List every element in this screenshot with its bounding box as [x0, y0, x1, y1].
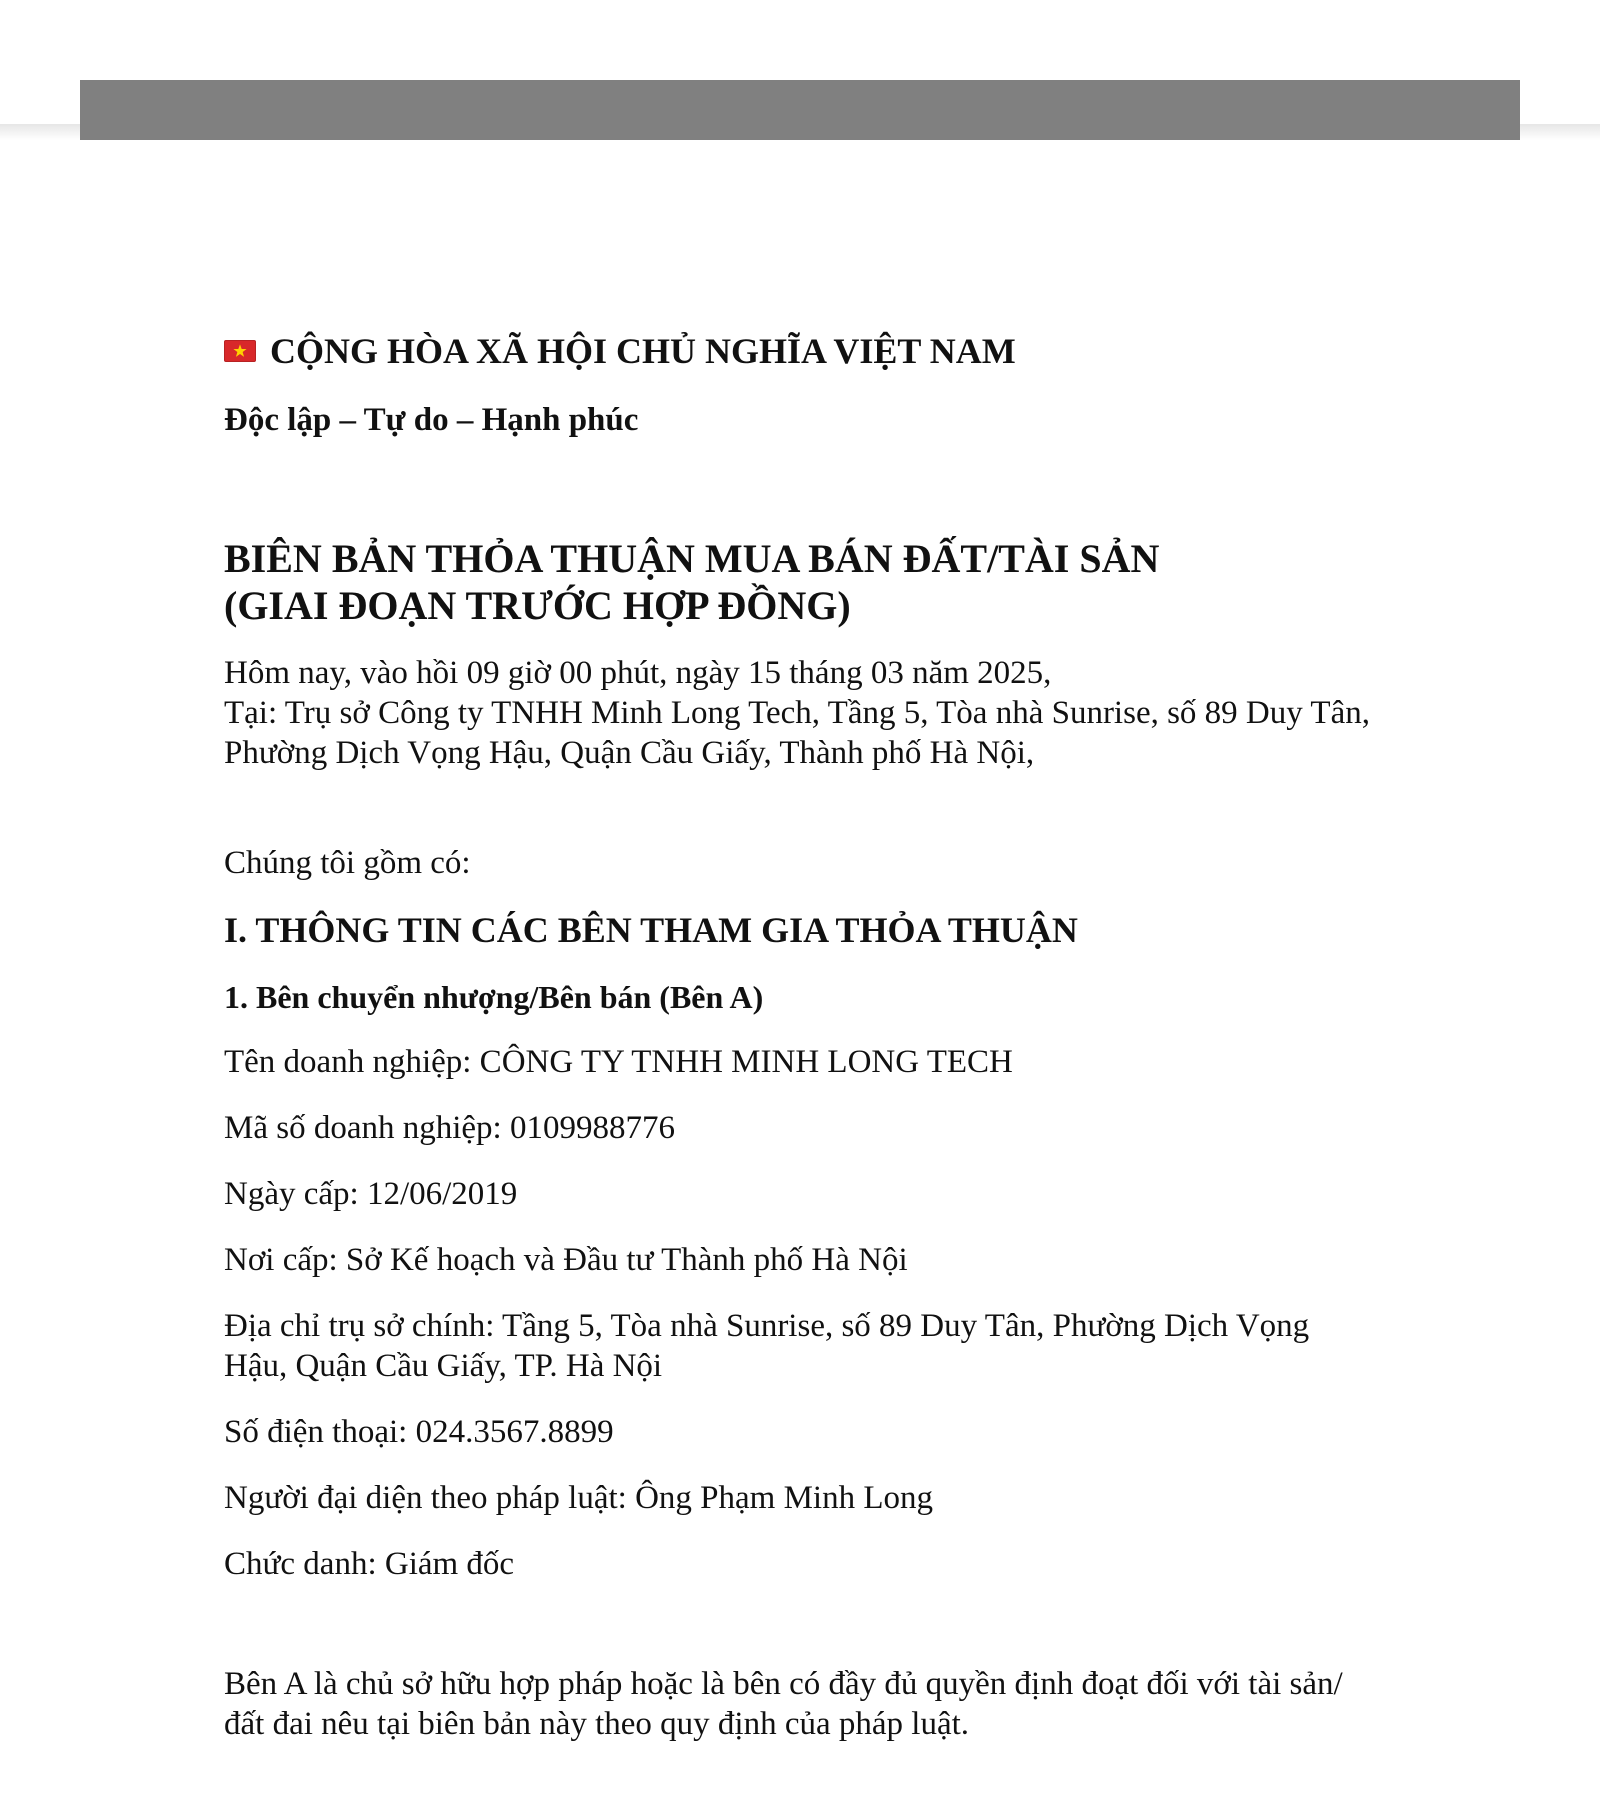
parties-intro: Chúng tôi gồm có: [224, 845, 471, 881]
intro-place: Tại: Trụ sở Công ty TNHH Minh Long Tech, Tầng 5, Tòa nhà Sunrise, số 89 Duy Tân, Phường Dịch Vọng Hậu, Quận Cầu Giấy, Thành phố Hà Nội, [224, 695, 1370, 771]
party-a-business-code: Mã số doanh nghiệp: 0109988776 [224, 1110, 675, 1146]
nation-title: CỘNG HÒA XÃ HỘI CHỦ NGHĨA VIỆT NAM [270, 331, 1016, 371]
vietnam-flag-icon [224, 340, 256, 362]
intro-time: Hôm nay, vào hồi 09 giờ 00 phút, ngày 15 tháng 03 năm 2025, [224, 655, 1052, 691]
section-1-heading: I. THÔNG TIN CÁC BÊN THAM GIA THỎA THUẬN [224, 910, 1078, 950]
party-a-company-name: Tên doanh nghiệp: CÔNG TY TNHH MINH LONG TECH [224, 1044, 1013, 1080]
national-header [224, 330, 1374, 372]
party-a-issue-place: Nơi cấp: Sở Kế hoạch và Đầu tư Thành phố Hà Nội [224, 1242, 908, 1278]
document-page [224, 330, 1374, 1744]
party-a-address: Địa chỉ trụ sở chính: Tầng 5, Tòa nhà Sunrise, số 89 Duy Tân, Phường Dịch Vọng Hậu, Quận Cầu Giấy, TP. Hà Nội [224, 1308, 1310, 1384]
party-a-heading: 1. Bên chuyển nhượng/Bên bán (Bên A) [224, 979, 764, 1015]
national-motto: Độc lập – Tự do – Hạnh phúc [224, 402, 639, 438]
intro-block [224, 653, 1374, 773]
party-a-issue-date: Ngày cấp: 12/06/2019 [224, 1176, 518, 1212]
party-a-statement: Bên A là chủ sở hữu hợp pháp hoặc là bên có đầy đủ quyền định đoạt đối với tài sản/đất đai nêu tại biên bản này theo quy định của pháp luật. [224, 1666, 1343, 1742]
star-icon [233, 344, 247, 358]
document-title-line-2: (GIAI ĐOẠN TRƯỚC HỢP ĐỒNG) [224, 583, 851, 628]
party-a-representative: Người đại diện theo pháp luật: Ông Phạm Minh Long [224, 1480, 934, 1516]
party-a-phone: Số điện thoại: 024.3567.8899 [224, 1414, 614, 1450]
party-a-position: Chức danh: Giám đốc [224, 1546, 515, 1582]
document-title [224, 535, 1374, 629]
document-toolbar [80, 80, 1520, 140]
document-title-line-1: BIÊN BẢN THỎA THUẬN MUA BÁN ĐẤT/TÀI SẢN [224, 536, 1160, 581]
